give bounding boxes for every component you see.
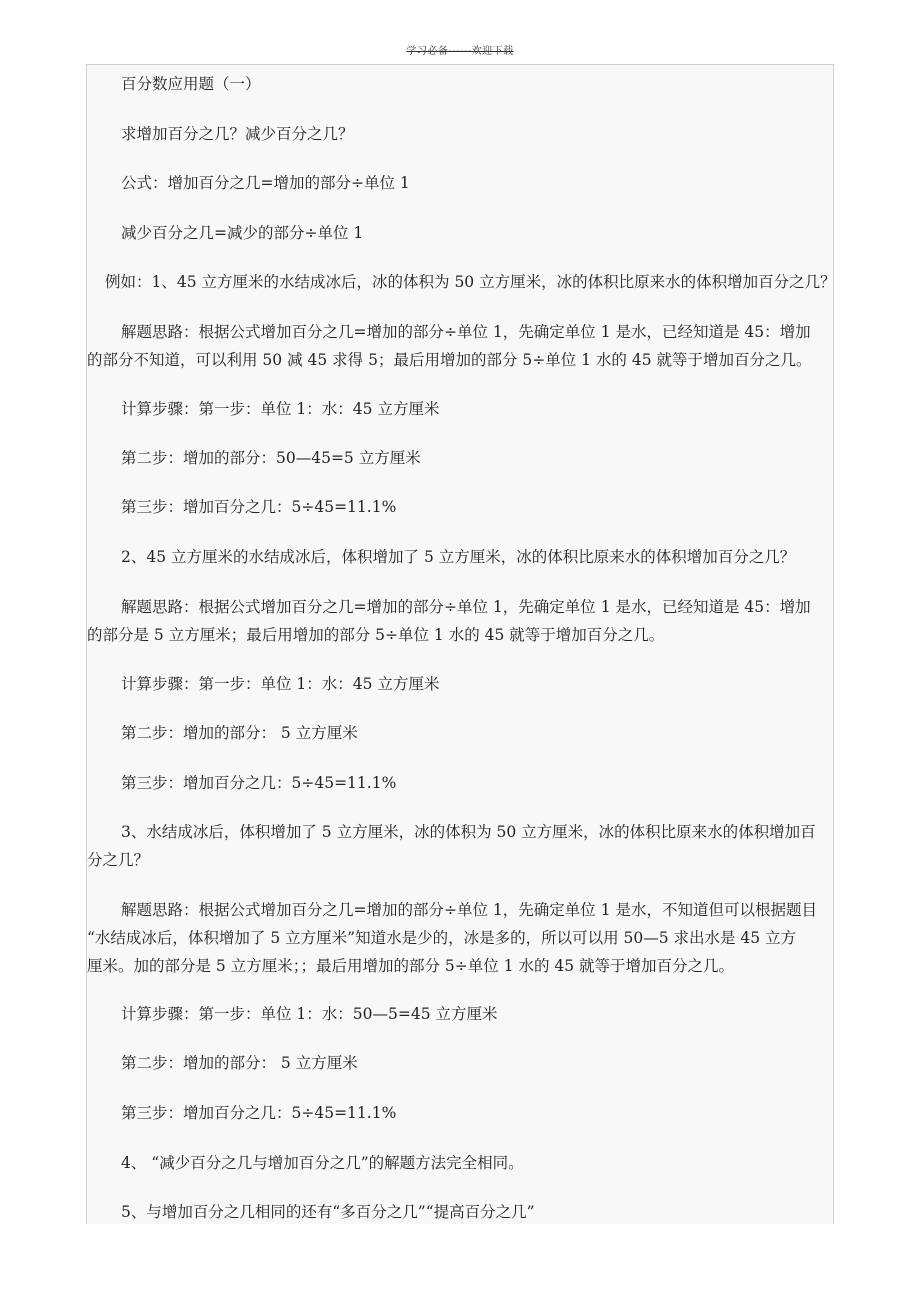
note-5: 5、与增加百分之几相同的还有“多百分之几”“提高百分之几” (121, 1203, 535, 1221)
example2-step1: 计算步骤：第一步：单位 1：水：45 立方厘米 (121, 675, 440, 693)
formula-increase: 公式：增加百分之几=增加的部分÷单位 1 (121, 174, 410, 192)
example3-step3: 第三步：增加百分之几：5÷45=11.1% (121, 1104, 397, 1122)
note-4: 4、 “减少百分之几与增加百分之几”的解题方法完全相同。 (121, 1154, 524, 1172)
example1-step1: 计算步骤：第一步：单位 1：水：45 立方厘米 (121, 400, 440, 418)
example3-solution-line3: 厘米。加的部分是 5 立方厘米；；最后用增加的部分 5÷单位 1 水的 45 就等于增加百分之几。 (87, 957, 735, 975)
example3-step2: 第二步：增加的部分： 5 立方厘米 (121, 1054, 358, 1072)
example1-problem: 例如：1、45 立方厘米的水结成冰后，冰的体积为 50 立方厘米，冰的体积比原来水的体积增加百分之几？ (105, 273, 836, 291)
example2-solution-line1: 解题思路：根据公式增加百分之几=增加的部分÷单位 1，先确定单位 1 是水，已经知道是 45：增加 (121, 598, 811, 616)
example1-step2: 第二步：增加的部分：50—45=5 立方厘米 (121, 449, 421, 467)
example3-step1: 计算步骤：第一步：单位 1：水：50—5=45 立方厘米 (121, 1005, 498, 1023)
document-body (86, 64, 834, 1224)
example3-problem-line2: 分之几？ (87, 851, 150, 869)
doc-title: 百分数应用题（一） (121, 75, 261, 93)
example3-solution-line1: 解题思路：根据公式增加百分之几=增加的部分÷单位 1，先确定单位 1 是水，不知道但可以根据题目 (121, 901, 817, 919)
example1-solution-line1: 解题思路：根据公式增加百分之几=增加的部分÷单位 1，先确定单位 1 是水，已经知道是 45：增加 (121, 323, 811, 341)
example1-solution (87, 318, 833, 374)
question-line: 求增加百分之几？减少百分之几？ (121, 125, 354, 143)
example2-solution (87, 593, 833, 649)
example2-step2: 第二步：增加的部分： 5 立方厘米 (121, 724, 358, 742)
formula-decrease: 减少百分之几=减少的部分÷单位 1 (121, 224, 364, 242)
example3-problem-line1: 3、水结成冰后，体积增加了 5 立方厘米，冰的体积为 50 立方厘米，冰的体积比原来水的体积增加百 (121, 823, 816, 841)
header-text: 学习必备------欢迎下载 (406, 46, 514, 57)
example1-step3: 第三步：增加百分之几：5÷45=11.1% (121, 498, 397, 516)
example1-solution-line2: 的部分不知道，可以利用 50 减 45 求得 5；最后用增加的部分 5÷单位 1 水的 45 就等于增加百分之几。 (87, 351, 812, 369)
example2-solution-line2: 的部分是 5 立方厘米；最后用增加的部分 5÷单位 1 水的 45 就等于增加百分之几。 (87, 626, 665, 644)
example3-solution-line2: “水结成冰后，体积增加了 5 立方厘米”知道水是少的，冰是多的，所以可以用 50—5 求出水是 45 立方 (87, 929, 797, 947)
example2-step3: 第三步：增加百分之几：5÷45=11.1% (121, 774, 397, 792)
example3-solution (87, 896, 833, 980)
page-header (0, 42, 920, 57)
example3-problem (87, 818, 833, 874)
example2-problem: 2、45 立方厘米的水结成冰后，体积增加了 5 立方厘米，冰的体积比原来水的体积增加百分之几？ (121, 548, 796, 566)
